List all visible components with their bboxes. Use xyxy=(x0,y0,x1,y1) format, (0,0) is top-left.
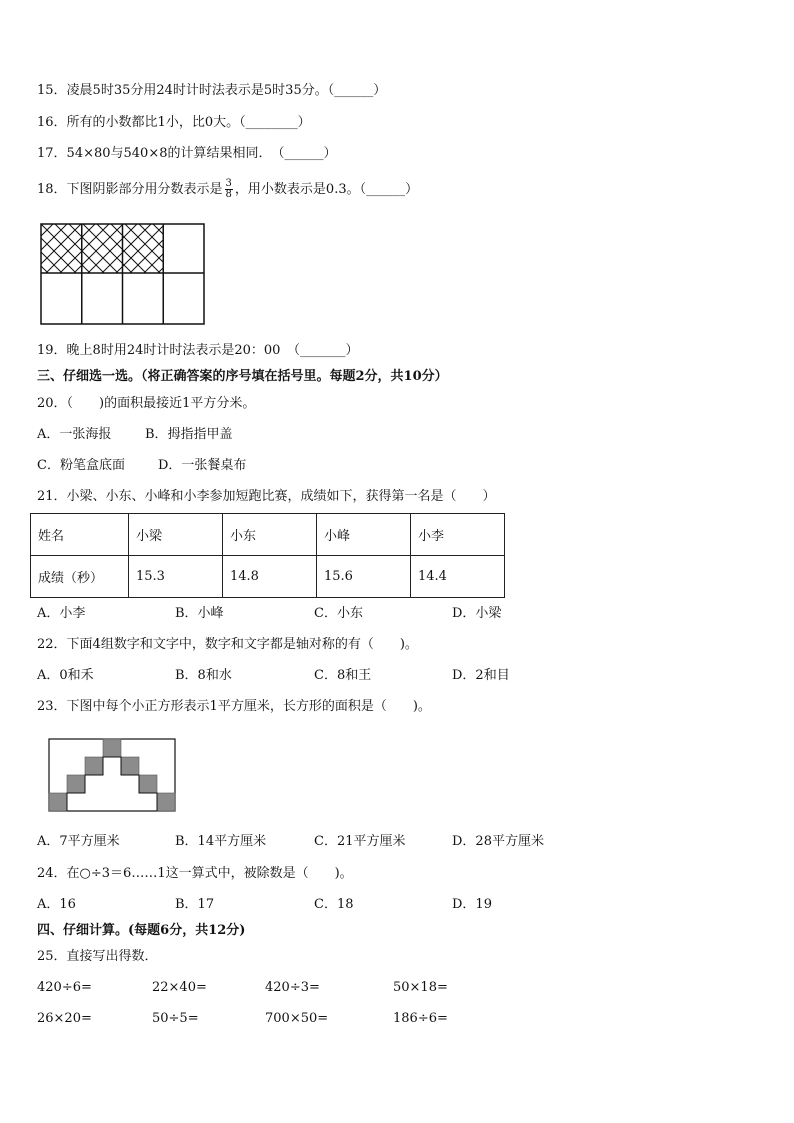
table-cell: 小梁 xyxy=(129,514,223,556)
question-18 xyxy=(37,177,418,203)
shaded-grid-figure xyxy=(40,223,206,326)
fraction-three-eighths xyxy=(225,179,233,200)
q22-option-c: C．8和王 xyxy=(314,668,372,683)
table-cell: 14.8 xyxy=(223,556,317,598)
table-cell: 小东 xyxy=(223,514,317,556)
table-header-row xyxy=(31,514,505,556)
question-18-text-after: ，用小数表示是0.3。（______） xyxy=(234,182,419,197)
section-3-heading: 三、仔细选一选。（将正确答案的序号填在括号里。每题2分，共10分） xyxy=(37,369,448,384)
question-21-stem: 21．小梁、小东、小峰和小李参加短跑比赛，成绩如下，获得第一名是（ ） xyxy=(37,489,496,504)
q20-option-d: D．一张餐桌布 xyxy=(158,458,247,473)
q24-option-d: D．19 xyxy=(452,897,492,912)
table-cell: 成绩（秒） xyxy=(31,556,129,598)
table-cell: 15.6 xyxy=(317,556,411,598)
table-row xyxy=(31,556,505,598)
question-22-stem: 22．下面4组数字和文字中，数字和文字都是轴对称的有（ )。 xyxy=(37,637,418,652)
section-4-heading: 四、仔细计算。(每题6分，共12分) xyxy=(37,923,246,938)
q24-option-b: B．17 xyxy=(175,897,215,912)
staircase-rectangle-figure xyxy=(48,738,177,813)
q21-option-c: C．小东 xyxy=(314,606,363,621)
question-25-stem: 25．直接写出得数． xyxy=(37,949,158,964)
calc-item: 50÷5= xyxy=(152,1011,199,1026)
calc-item: 420÷3= xyxy=(265,980,320,995)
fraction-denominator: 8 xyxy=(225,189,232,200)
question-16: 16．所有的小数都比1小，比0大。（________） xyxy=(37,115,311,130)
q21-option-d: D．小梁 xyxy=(452,606,502,621)
calc-item: 700×50= xyxy=(265,1011,329,1026)
question-15: 15．凌晨5时35分用24时计时法表示是5时35分。（______） xyxy=(37,83,387,98)
q23-option-d: D．28平方厘米 xyxy=(452,834,544,849)
q24-option-a: A．16 xyxy=(37,897,76,912)
question-24-stem: 24．在○÷3＝6……1这一算式中，被除数是（ )。 xyxy=(37,866,353,881)
q21-option-b: B．小峰 xyxy=(175,606,224,621)
table-cell: 小峰 xyxy=(317,514,411,556)
table-cell: 姓名 xyxy=(31,514,129,556)
q20-option-b: B．拇指指甲盖 xyxy=(145,427,233,442)
question-20-stem: 20．（ )的面积最接近1平方分米。 xyxy=(37,396,256,411)
q22-option-d: D．2和目 xyxy=(452,668,510,683)
calc-item: 26×20= xyxy=(37,1011,92,1026)
q23-option-b: B．14平方厘米 xyxy=(175,834,267,849)
question-23-stem: 23．下图中每个小正方形表示1平方厘米，长方形的面积是（ )。 xyxy=(37,699,431,714)
table-cell: 15.3 xyxy=(129,556,223,598)
calc-item: 186÷6= xyxy=(393,1011,448,1026)
table-cell: 14.4 xyxy=(411,556,505,598)
q22-option-b: B．8和水 xyxy=(175,668,232,683)
q23-option-c: C．21平方厘米 xyxy=(314,834,406,849)
q20-option-a: A．一张海报 xyxy=(37,427,112,442)
calc-item: 50×18= xyxy=(393,980,448,995)
q22-option-a: A．0和禾 xyxy=(37,668,94,683)
table-cell: 小李 xyxy=(411,514,505,556)
q21-option-a: A．小李 xyxy=(37,606,86,621)
fraction-numerator: 3 xyxy=(225,178,232,189)
q23-option-a: A．7平方厘米 xyxy=(37,834,120,849)
q24-option-c: C．18 xyxy=(314,897,354,912)
race-results-table xyxy=(30,513,505,598)
question-18-text-before: 18．下图阴影部分用分数表示是 xyxy=(37,182,223,197)
question-17: 17．54×80与540×8的计算结果相同． （______） xyxy=(37,146,337,161)
calc-item: 22×40= xyxy=(152,980,207,995)
q20-option-c: C．粉笔盒底面 xyxy=(37,458,125,473)
question-19: 19．晚上8时用24时计时法表示是20：00 （_______） xyxy=(37,343,359,358)
calc-item: 420÷6= xyxy=(37,980,92,995)
